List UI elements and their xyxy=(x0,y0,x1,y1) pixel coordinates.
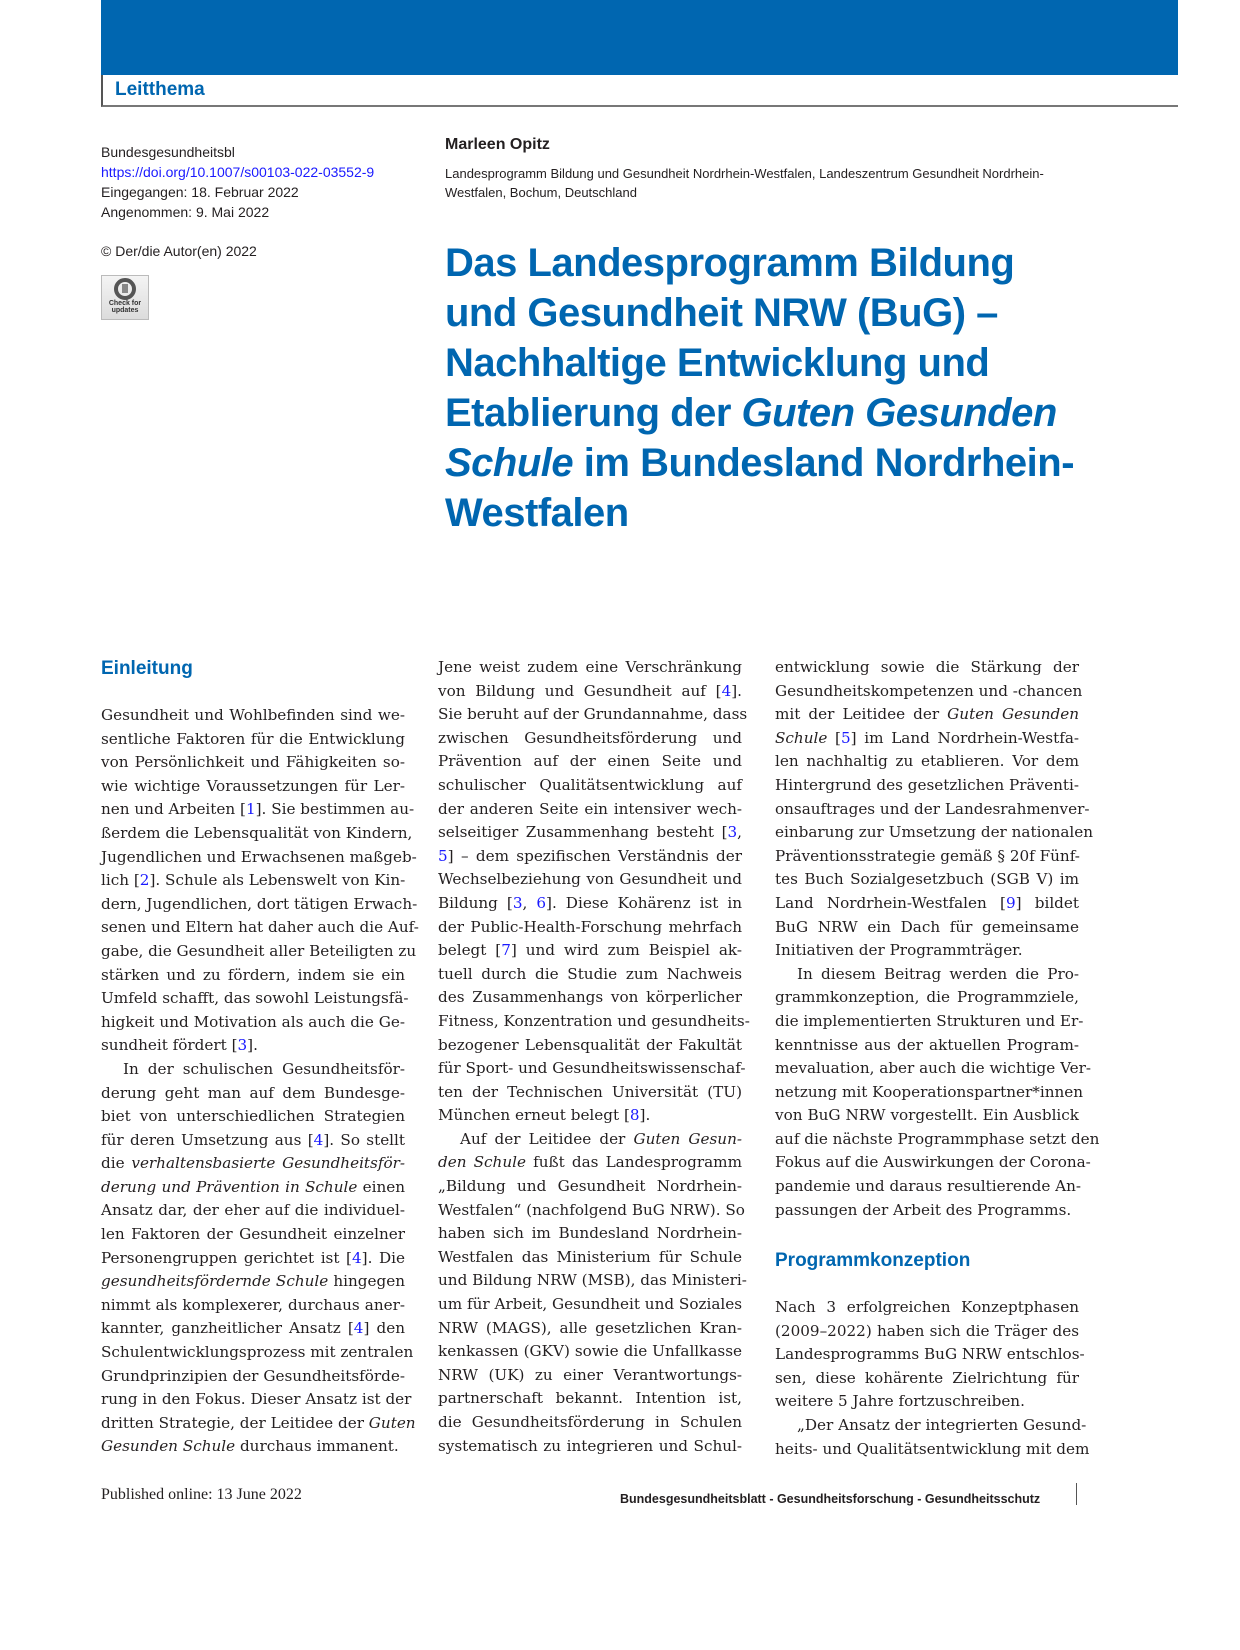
text-line: Gesundheit und Wohlbefinden sind we- xyxy=(101,706,405,724)
text-line: entwicklung sowie die Stärkung der xyxy=(775,658,1079,676)
text-line: Wechselbeziehung von Gesundheit und xyxy=(438,870,742,889)
text-line: „Der Ansatz der integrierten Gesund- xyxy=(797,1415,1087,1434)
text-line: BuG NRW ein Dach für gemeinsame xyxy=(775,917,1079,936)
text-column-3 xyxy=(775,656,1100,1222)
text-line: kenkassen (GKV) sowie die Unfallkasse xyxy=(438,1342,742,1361)
text-line: Umfeld schafft, das sowohl Leistungsfä- xyxy=(101,989,409,1008)
title-italic-part: Guten Gesunden xyxy=(741,391,1057,435)
section-bar xyxy=(101,75,1178,107)
text-line: Land Nordrhein-Westfalen [9] bildet xyxy=(775,893,1079,912)
article-title xyxy=(445,238,1105,538)
text-line: mit der Leitidee der Guten Gesunden xyxy=(775,705,1079,724)
title-part: im Bundesland Nordrhein- xyxy=(573,441,1075,485)
citation-link[interactable]: 6 xyxy=(536,893,547,912)
title-part: Nachhaltige Entwicklung und xyxy=(445,341,990,385)
text-line: wie wichtige Voraussetzungen für Ler- xyxy=(101,776,405,795)
text-line: Sie beruht auf der Grundannahme, dass xyxy=(438,705,748,724)
header-banner xyxy=(101,0,1178,75)
text-line: derung geht man auf dem Bundesge- xyxy=(101,1083,405,1102)
text-line: ßerdem die Lebensqualität von Kindern, xyxy=(101,823,413,842)
text-line: kannter, ganzheitlicher Ansatz [4] den xyxy=(101,1319,405,1338)
text-line: Jugendlichen und Erwachsenen maßgeb- xyxy=(101,847,417,866)
text-line: Präventionsstrategie gemäß § 20f Fünf- xyxy=(775,846,1080,865)
text-line: Nach 3 erfolgreichen Konzeptphasen xyxy=(775,1298,1079,1316)
text-line: von Persönlichkeit und Fähigkeiten so- xyxy=(101,753,405,772)
title-italic-part: Schule xyxy=(445,441,574,485)
text-line: Schule [5] im Land Nordrhein-Westfa- xyxy=(775,728,1080,747)
text-line: systematisch zu integrieren und Schul- xyxy=(438,1436,742,1455)
section-label: Leitthema xyxy=(115,79,205,100)
citation-link[interactable]: 2 xyxy=(139,871,150,890)
text-line: selseitiger Zusammenhang besteht [3, xyxy=(438,823,742,842)
text-line: higkeit und Motivation als auch die Ge- xyxy=(101,1012,405,1031)
text-line: Westfalen das Ministerium für Schule xyxy=(438,1247,742,1266)
text-line: kenntnisse aus der aktuellen Program- xyxy=(775,1035,1079,1054)
text-line: Fitness, Konzentration und gesundheits- xyxy=(438,1011,750,1030)
text-line: für Sport- und Gesundheitswissenschaf- xyxy=(438,1059,746,1078)
text-line: und Bildung NRW (MSB), das Ministeri- xyxy=(438,1271,747,1290)
text-line: Grundprinzipien der Gesundheitsförde- xyxy=(101,1366,405,1385)
text-line: derung und Prävention in Schule einen xyxy=(101,1177,405,1196)
text-line: von BuG NRW vorgestellt. Ein Ausblick xyxy=(775,1106,1079,1125)
text-line: pandemie und daraus resultierende An- xyxy=(775,1177,1082,1196)
text-line: Prävention auf der einen Seite und xyxy=(438,752,742,771)
text-line: biet von unterschiedlichen Strategien xyxy=(101,1107,405,1126)
text-line: der Public-Health-Forschung mehrfach xyxy=(438,917,742,936)
text-line: len nachhaltig zu etablieren. Vor dem xyxy=(775,752,1079,771)
author-name: Marleen Opitz xyxy=(445,136,550,153)
heading-einleitung: Einleitung xyxy=(101,658,193,679)
text-line: heits- und Qualitätsentwicklung mit dem xyxy=(775,1439,1090,1458)
text-line: rung in den Fokus. Dieser Ansatz ist der xyxy=(101,1390,412,1409)
text-line: München erneut belegt [8]. xyxy=(438,1106,651,1125)
citation-link[interactable]: 4 xyxy=(351,1248,362,1267)
author-affiliation: Landesprogramm Bildung und Gesundheit Nordrhein-Westfalen, Landeszentrum Gesundheit Nordrhein-Westfalen, Bochum, Deutschland xyxy=(445,166,1044,200)
text-line: die Gesundheitsförderung in Schulen xyxy=(438,1413,742,1431)
text-line: für deren Umsetzung aus [4]. So stellt xyxy=(101,1130,405,1149)
citation-link[interactable]: 1 xyxy=(245,800,256,819)
doi-link[interactable]: https://doi.org/10.1007/s00103-022-03552-9 xyxy=(101,164,375,180)
text-line: Fokus auf die Auswirkungen der Corona- xyxy=(775,1153,1091,1172)
text-line: Gesunden Schule durchaus immanent. xyxy=(101,1437,399,1456)
text-line: sundheit fördert [3]. xyxy=(101,1036,258,1055)
text-line: bezogener Lebensqualität der Fakultät xyxy=(438,1035,742,1054)
text-line: onsauftrages und der Landesrahmenver- xyxy=(775,799,1090,818)
text-line: nen und Arbeiten [1]. Sie bestimmen au- xyxy=(101,800,415,819)
title-part: und Gesundheit NRW (BuG) – xyxy=(445,291,998,335)
citation-link[interactable]: 3 xyxy=(727,823,738,842)
text-line: Westfalen“ (nachfolgend BuG NRW). So xyxy=(438,1200,745,1219)
text-line: passungen der Arbeit des Programms. xyxy=(775,1200,1072,1219)
published-online: Published online: 13 June 2022 xyxy=(101,1486,302,1503)
text-line: dritten Strategie, der Leitidee der Guten xyxy=(101,1413,416,1432)
title-line xyxy=(445,438,1105,488)
citation-link[interactable]: 3 xyxy=(237,1036,248,1055)
text-line: Hintergrund des gesetzlichen Präventi- xyxy=(775,775,1079,794)
citation-link[interactable]: 8 xyxy=(629,1106,640,1125)
title-line xyxy=(445,338,1105,388)
badge-text-1: Check for xyxy=(108,300,142,307)
text-line: die verhaltensbasierte Gesundheitsför- xyxy=(101,1154,405,1173)
text-line: „Bildung und Gesundheit Nordrhein- xyxy=(438,1177,742,1196)
title-line xyxy=(445,388,1105,438)
text-line: partnerschaft bekannt. Intention ist, xyxy=(438,1389,742,1408)
check-for-updates-button[interactable] xyxy=(101,275,149,320)
text-line: len Faktoren der Gesundheit einzelner xyxy=(101,1225,405,1244)
text-line: die implementierten Strukturen und Er- xyxy=(775,1011,1084,1030)
text-line: gabe, die Gesundheit aller Beteiligten zu xyxy=(101,941,417,960)
text-line: auf die nächste Programmphase setzt den xyxy=(775,1129,1100,1148)
received-date: Eingegangen: 18. Februar 2022 xyxy=(101,184,299,200)
text-line: 5] – dem spezifischen Verständnis der xyxy=(438,846,742,865)
title-line xyxy=(445,238,1105,288)
text-line: den Schule fußt das Landesprogramm xyxy=(438,1153,742,1172)
text-line: tuell durch die Studie zum Nachweis xyxy=(438,964,742,983)
citation-link[interactable]: 3 xyxy=(512,893,523,912)
text-line: Personengruppen gerichtet ist [4]. Die xyxy=(101,1248,405,1267)
citation-link[interactable]: 5 xyxy=(438,846,448,865)
journal-short: Bundesgesundheitsbl xyxy=(101,144,235,160)
text-line: sen, diese kohärente Zielrichtung für xyxy=(775,1368,1079,1387)
citation-link[interactable]: 9 xyxy=(1005,893,1016,912)
crossmark-icon xyxy=(114,278,136,300)
badge-text-2: updates xyxy=(111,307,139,314)
text-line: sentliche Faktoren für die Entwicklung xyxy=(101,729,405,748)
title-part: Etablierung der xyxy=(445,391,742,435)
text-line: haben sich im Bundesland Nordrhein- xyxy=(438,1224,742,1243)
text-column-1 xyxy=(101,704,419,1459)
text-line: ten der Technischen Universität (TU) xyxy=(438,1082,742,1101)
citation-link[interactable]: 4 xyxy=(313,1130,324,1149)
text-line: schulischer Qualitätsentwicklung auf xyxy=(438,775,742,794)
copyright: © Der/die Autor(en) 2022 xyxy=(101,243,257,259)
citation-link[interactable]: 5 xyxy=(840,728,851,747)
journal-footer: Bundesgesundheitsblatt - Gesundheitsforschung - Gesundheitsschutz xyxy=(620,1492,1041,1506)
title-part: Westfalen xyxy=(445,491,629,535)
text-line: nimmt als komplexerer, durchaus aner- xyxy=(101,1295,405,1314)
text-line: tes Buch Sozialgesetzbuch (SGB V) im xyxy=(775,870,1079,889)
text-line: NRW (MAGS), alle gesetzlichen Kran- xyxy=(438,1318,742,1337)
text-line: grammkonzeption, die Programmziele, xyxy=(775,988,1079,1007)
text-line: Landesprogramms BuG NRW entschlos- xyxy=(775,1345,1085,1364)
text-line: stärken und zu fördern, indem sie ein xyxy=(101,965,405,984)
citation-link[interactable]: 7 xyxy=(501,941,511,960)
text-line: In diesem Beitrag werden die Pro- xyxy=(797,964,1079,983)
text-line: um für Arbeit, Gesundheit und Soziales xyxy=(438,1295,743,1314)
text-line: Gesundheitskompetenzen und -chancen xyxy=(775,681,1083,700)
text-line: (2009–2022) haben sich die Träger des xyxy=(775,1321,1079,1340)
text-line: einbarung zur Umsetzung der nationalen xyxy=(775,823,1094,842)
text-line: dern, Jugendlichen, dort tätigen Erwach- xyxy=(101,894,418,913)
title-part: Das Landesprogramm Bildung xyxy=(445,241,1015,285)
text-line: lich [2]. Schule als Lebenswelt von Kin- xyxy=(101,871,406,890)
text-column-3-continued xyxy=(775,1296,1090,1461)
footer-divider xyxy=(1076,1483,1077,1505)
accepted-date: Angenommen: 9. Mai 2022 xyxy=(101,204,270,220)
text-line: Ansatz dar, der eher auf die individuel- xyxy=(101,1201,405,1220)
text-column-2 xyxy=(438,656,750,1458)
text-line: Auf der Leitidee der Guten Gesun- xyxy=(460,1129,742,1148)
text-line: weitere 5 Jahre fortzuschreiben. xyxy=(775,1392,1025,1411)
text-line: belegt [7] und wird zum Beispiel ak- xyxy=(438,941,742,960)
text-line: gesundheitsfördernde Schule hingegen xyxy=(101,1272,405,1291)
citation-link[interactable]: 4 xyxy=(721,681,732,700)
citation-link[interactable]: 4 xyxy=(353,1319,364,1338)
text-line: Initiativen der Programmträger. xyxy=(775,941,1023,960)
text-line: mevaluation, aber auch die wichtige Ver- xyxy=(775,1059,1092,1078)
heading-programmkonzeption: Programmkonzeption xyxy=(775,1250,971,1271)
text-line: von Bildung und Gesundheit auf [4]. xyxy=(438,681,742,700)
text-line: Bildung [3, 6]. Diese Kohärenz ist in xyxy=(438,893,742,912)
text-line: NRW (UK) zu einer Verantwortungs- xyxy=(438,1365,742,1384)
article-meta xyxy=(101,142,374,222)
text-line: In der schulischen Gesundheitsför- xyxy=(123,1059,405,1078)
text-line: senen und Eltern hat daher auch die Auf- xyxy=(101,918,419,937)
text-line: Schulentwicklungsprozess mit zentralen xyxy=(101,1343,414,1362)
text-line: der anderen Seite ein intensiver wech- xyxy=(438,799,742,818)
title-line xyxy=(445,488,1105,538)
text-line: netzung mit Kooperationspartner*innen xyxy=(775,1082,1084,1101)
text-line: Jene weist zudem eine Verschränkung xyxy=(438,658,742,676)
text-line: zwischen Gesundheitsförderung und xyxy=(438,728,742,747)
text-line: des Zusammenhangs von körperlicher xyxy=(438,988,742,1007)
title-line xyxy=(445,288,1105,338)
